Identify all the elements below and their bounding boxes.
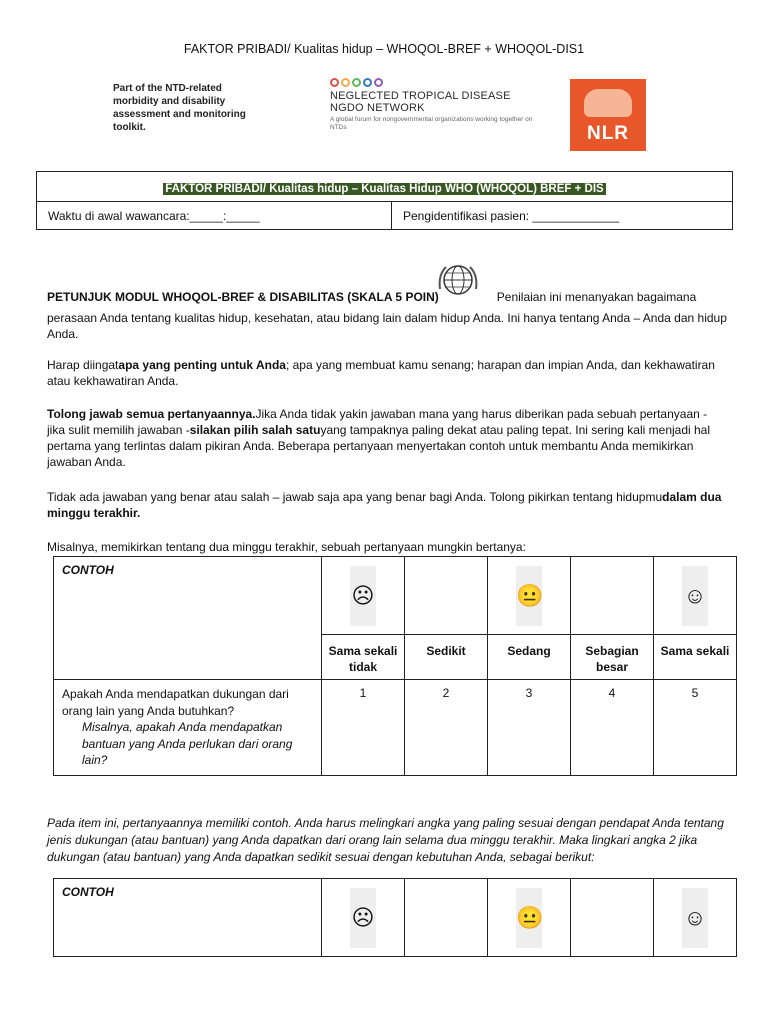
petunjuk-heading-line [47, 289, 727, 305]
para2-c: ; apa yang membuat kamu senang; harapan dan impian Anda, dan kekhawatiran atau kekhawatiran Anda. [47, 358, 715, 388]
face-cell-2-5 [654, 879, 737, 957]
scale-label: Sedikit [405, 635, 488, 680]
petunjuk-intro-1: Penilaian ini menanyakan bagaimana [496, 290, 697, 304]
face-cell-5 [654, 557, 737, 635]
header-fields-row [37, 202, 732, 230]
face-cell-2-2 [405, 879, 488, 957]
ntd-toolkit-logo-text: Part of the NTD-related morbidity and disability assessment and monitoring toolkit. [113, 83, 246, 133]
example-table-2 [53, 878, 737, 957]
neutral-face-icon: 😐 [516, 888, 542, 948]
contoh-label-2: CONTOH [62, 885, 114, 899]
answer-option-4[interactable]: 4 [571, 680, 654, 776]
answer-option-1[interactable]: 1 [322, 680, 405, 776]
para4-bold: dalam dua minggu terakhir. [47, 490, 722, 520]
nlr-logo [570, 79, 646, 151]
answer-option-5[interactable]: 5 [654, 680, 737, 776]
para3-b: Jika Anda tidak yakin jawaban mana yang harus diberikan pada sebuah pertanyaan - jika sulit memilih jawaban - [47, 407, 708, 437]
header-title: FAKTOR PRIBADI/ Kualitas hidup – Kualitas Hidup WHO (WHOQOL) BREF + DIS [165, 183, 604, 195]
scale-label: Sedang [488, 635, 571, 680]
sad-face-icon: ☹ [350, 888, 376, 948]
header-title-row [37, 172, 732, 202]
example-intro: Misalnya, memikirkan tentang dua minggu terakhir, sebuah pertanyaan mungkin bertanya: [47, 540, 526, 554]
question-example: Misalnya, apakah Anda mendapatkan bantuan yang Anda perlukan dari orang lain? [82, 720, 293, 767]
question-cell [54, 680, 322, 776]
answer-option-3[interactable]: 3 [488, 680, 571, 776]
paragraph-3 [47, 406, 727, 470]
face-cell-4 [571, 557, 654, 635]
petunjuk-intro-2: perasaan Anda tentang kualitas hidup, kesehatan, atau bidang lain dalam hidup Anda. Ini hanya tentang Anda – Anda dan hidup Anda. [47, 311, 727, 341]
document-title: FAKTOR PRIBADI/ Kualitas hidup – WHOQOL-BREF + WHOQOL-DIS1 [183, 42, 585, 56]
face-cell-2-1 [322, 879, 405, 957]
face-cell-2 [405, 557, 488, 635]
face-cell-2-3 [488, 879, 571, 957]
face-cell-2-4 [571, 879, 654, 957]
handshake-icon [584, 89, 632, 117]
scale-label: Sama sekali [654, 635, 737, 680]
ngdo-line-2: NGDO NETWORK [330, 102, 425, 114]
patient-id-field[interactable]: Pengidentifikasi pasien: _____________ [403, 209, 620, 223]
petunjuk-heading: PETUNJUK MODUL WHOQOL-BREF & DISABILITAS (SKALA 5 POIN) [47, 290, 439, 304]
ngdo-tagline: A global forum for nongovernmental organizations working together on NTDs [330, 116, 533, 131]
happy-face-icon: ☺ [682, 888, 708, 948]
paragraph-2 [47, 357, 727, 389]
contoh-label: CONTOH [62, 563, 114, 577]
header-table [36, 171, 733, 230]
para3-bold-1: Tolong jawab semua pertanyaannya. [47, 407, 256, 421]
para4-a: Tidak ada jawaban yang benar atau salah – jawab saja apa yang benar bagi Anda. Tolong pikirkan tentang hidupmu [47, 490, 663, 504]
happy-face-icon: ☺ [682, 566, 708, 626]
para2-a: Harap diingat [47, 358, 119, 372]
contoh-cell [54, 557, 322, 680]
neutral-face-icon: 😐 [516, 566, 542, 626]
interview-time-field[interactable]: Waktu di awal wawancara:_____:_____ [37, 202, 392, 230]
ngdo-line-1: NEGLECTED TROPICAL DISEASE [330, 90, 511, 102]
example-instruction: Pada item ini, pertanyaannya memiliki contoh. Anda harus melingkari angka yang paling sesuai dengan pendapat Anda tentang jenis dukungan (atau bantuan) yang Anda dapatkan dari orang lain selama dua minggu terakhir. Maka lingkari angka 2 jika dukungan (atau bantuan) yang Anda dapatkan sedikit sesuai dengan kebutuhan Anda, sebagai berikut: [47, 816, 724, 864]
question-text: Apakah Anda mendapatkan dukungan dari orang lain yang Anda butuhkan? [62, 687, 289, 718]
example-table [53, 556, 737, 776]
para2-bold: apa yang penting untuk Anda [118, 358, 286, 372]
contoh-cell-2 [54, 879, 322, 957]
sad-face-icon: ☹ [350, 566, 376, 626]
scale-label: Sebagian besar [571, 635, 654, 680]
nlr-logo-text: NLR [586, 123, 630, 144]
para3-d: yang tampaknya paling dekat atau paling tepat. Ini sering kali menjadi hal pertama yang terlintas dalam pikiran Anda. Beberapa pertanyaan menyertakan contoh untuk membantu Anda memikirkan jawaban Anda. [47, 423, 711, 469]
answer-option-2[interactable]: 2 [405, 680, 488, 776]
face-cell-3 [488, 557, 571, 635]
para3-bold-2: silakan pilih salah satu [189, 423, 321, 437]
paragraph-4 [47, 489, 727, 521]
ngdo-network-logo [330, 78, 540, 132]
who-globe-icon [436, 263, 480, 299]
scale-label: Sama sekali tidak [322, 635, 405, 680]
face-cell-1 [322, 557, 405, 635]
ngdo-circles-icon [330, 78, 540, 87]
